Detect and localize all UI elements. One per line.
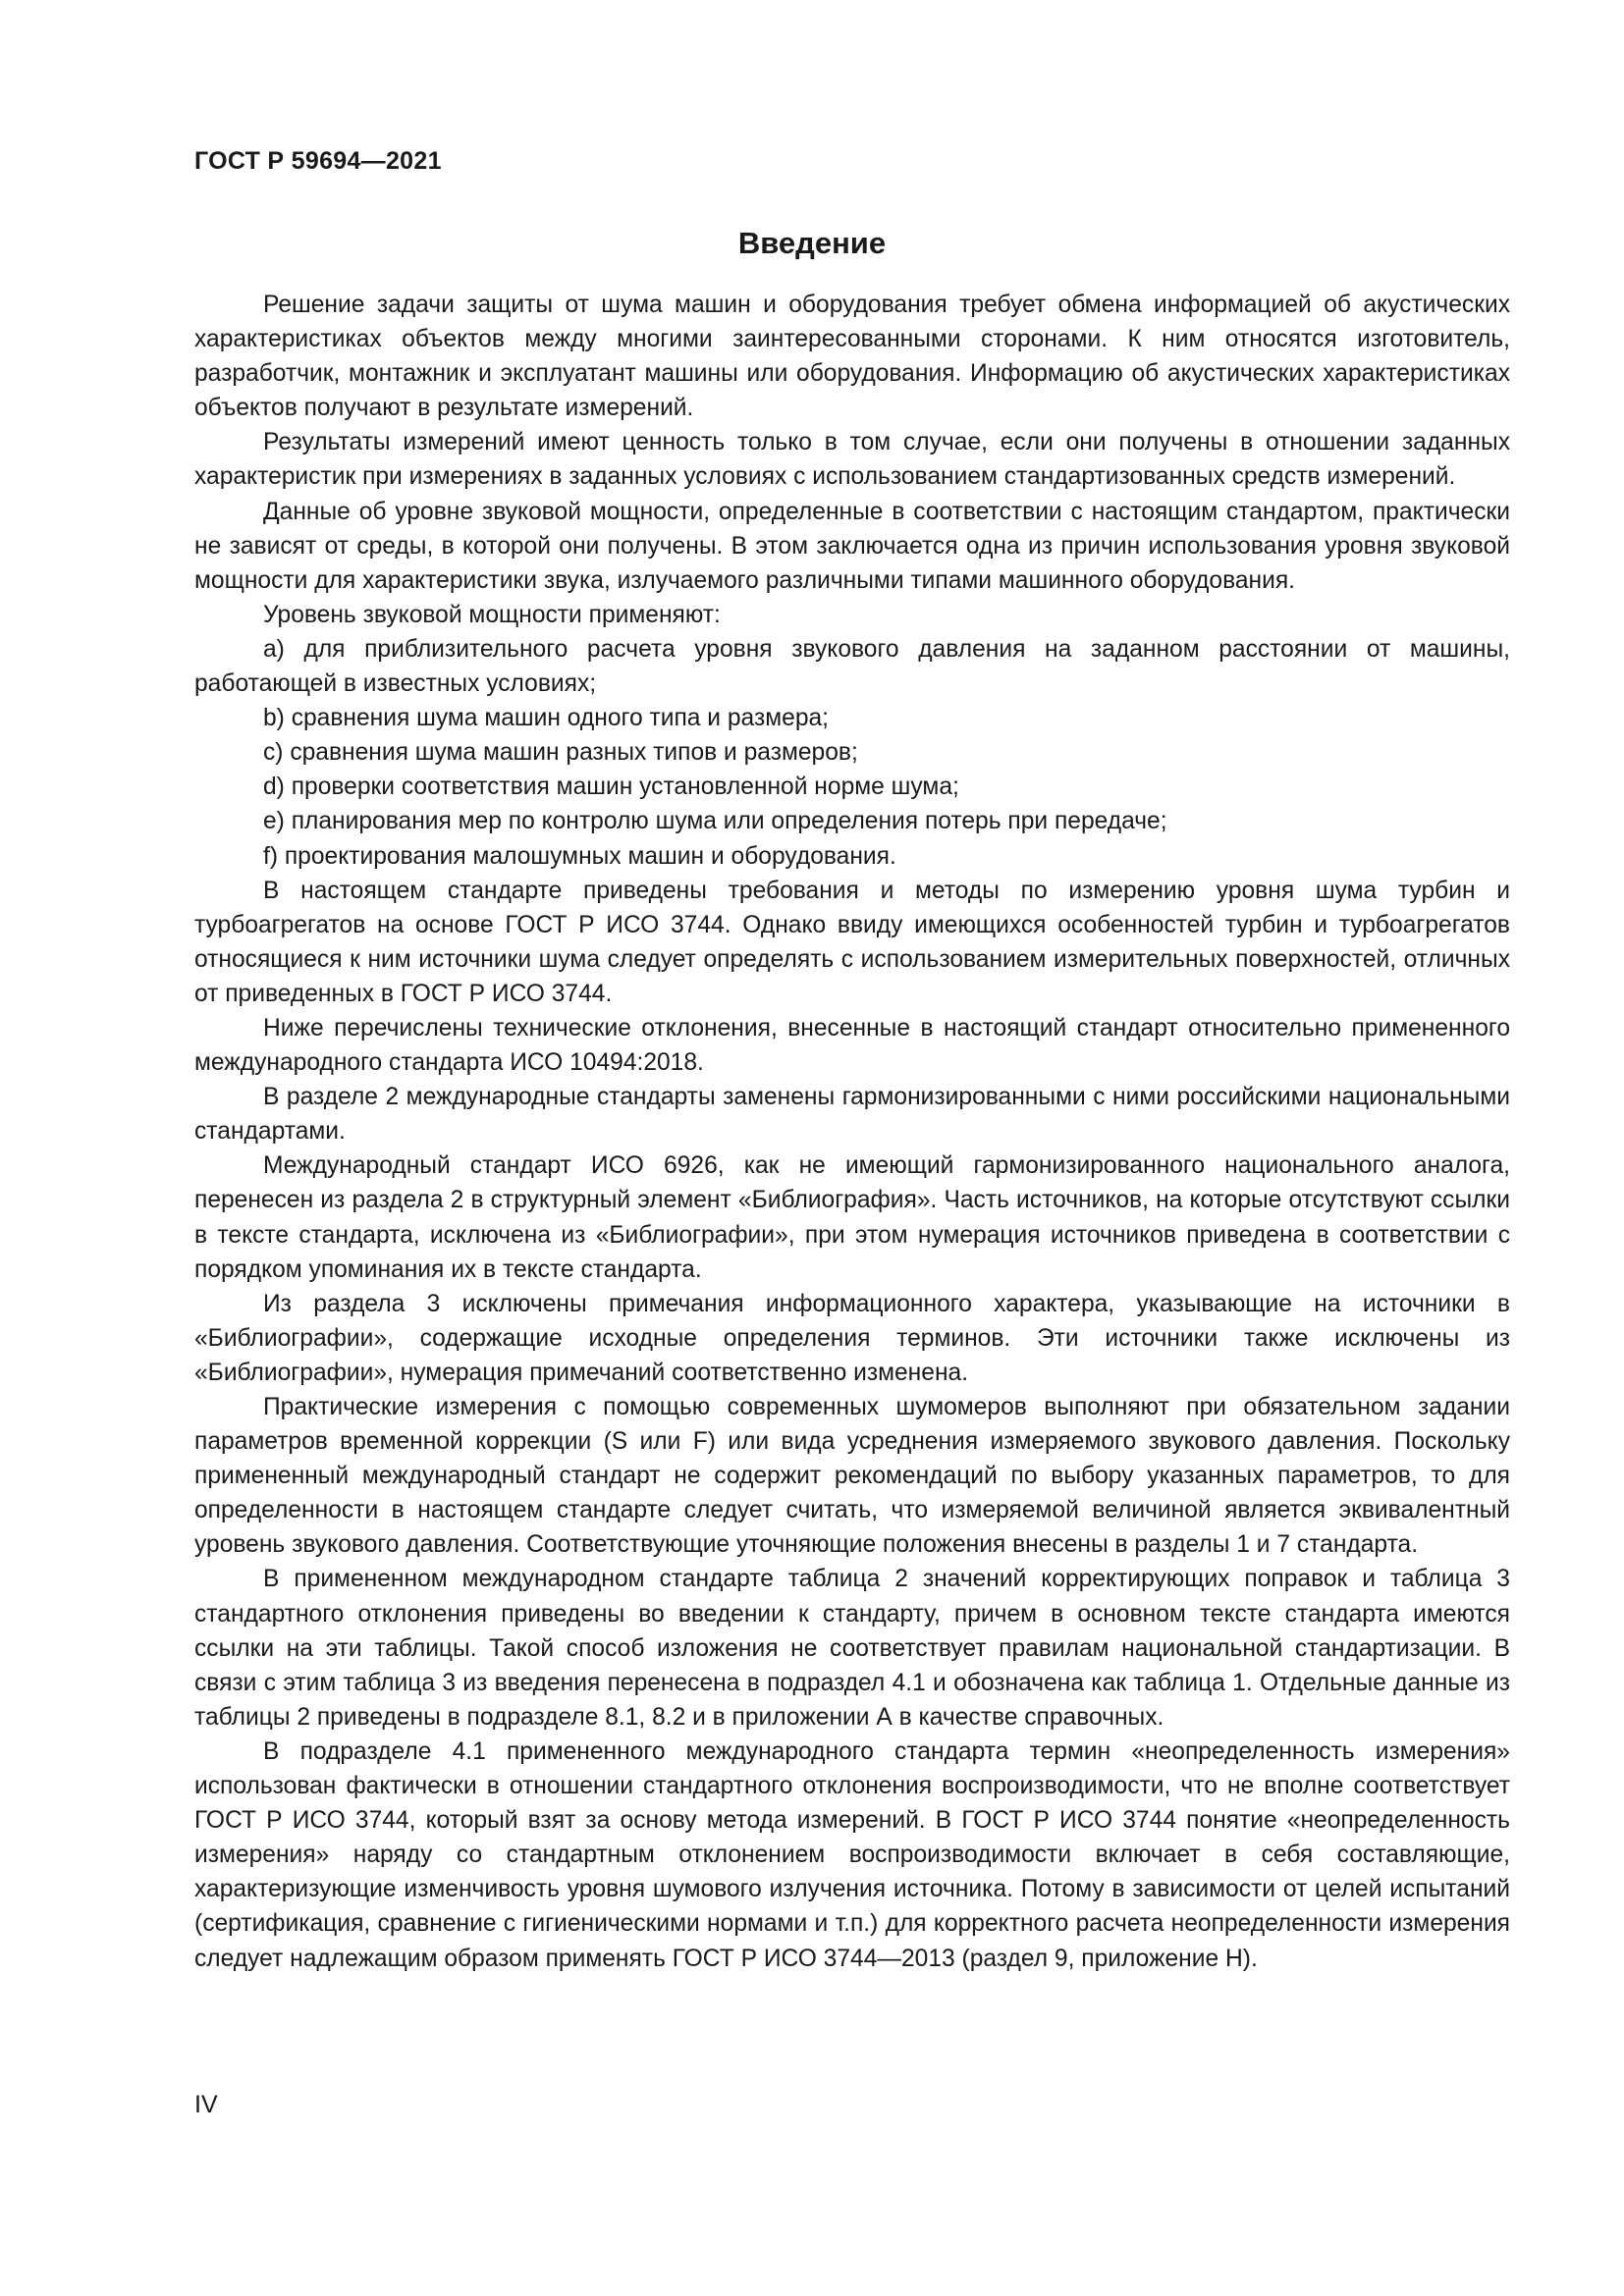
section-title: Введение: [737, 226, 887, 260]
paragraph: В подразделе 4.1 примененного международного стандарта термин «неопределенность измерения» использован фактически в отношении стандартного отклонения воспроизводимости, что не вполне соответствует ГОСТ Р ИСО 3744, который взят за основу метода измерений. В ГОСТ Р ИСО 3744 понятие «неопределенность измерения» наряду со стандартным отклонением воспроизводимости включает в себя составляющие, характеризующие изменчивость уровня шумового излучения источника. Потому в зависимости от целей испытаний (сертификация, сравнение с гигиеническими нормами и т.п.) для корректного расчета неопределенности измерения следует надлежащим образом применять ГОСТ Р ИСО 3744—2013 (раздел 9, приложение Н).: [194, 1737, 1510, 1972]
standard-code-header: ГОСТ Р 59694—2021: [194, 147, 442, 175]
list-item: d) проверки соответствия машин установленной норме шума;: [263, 774, 959, 801]
body-text: [194, 288, 1510, 1976]
paragraph: Уровень звуковой мощности применяют:: [263, 601, 721, 628]
paragraph: В разделе 2 международные стандарты заменены гармонизированными с ними российскими национальными стандартами.: [194, 1084, 1510, 1146]
paragraph: Международный стандарт ИСО 6926, как не имеющий гармонизированного национального аналога, перенесен из раздела 2 в структурный элемент «Библиография». Часть источников, на которые отсутствуют ссылки в тексте стандарта, исключена из «Библиографии», при этом нумерация источников приведена в соответствии с порядком упоминания их в тексте стандарта.: [194, 1152, 1510, 1283]
list-item: e) планирования мер по контролю шума или определения потерь при передаче;: [263, 808, 1167, 835]
page-number: IV: [194, 2091, 218, 2118]
paragraph: Практические измерения с помощью современных шумомеров выполняют при обязательном задании параметров временной коррекции (S или F) или вида усреднения измеряемого звукового давления. Поскольку примененный международный стандарт не содержит рекомендаций по выбору указанных параметров, то для определенности в настоящем стандарте следует считать, что измеряемой величиной является эквивалентный уровень звукового давления. Соответствующие уточняющие положения внесены в разделы 1 и 7 стандарта.: [194, 1394, 1510, 1559]
paragraph: В настоящем стандарте приведены требования и методы по измерению уровня шума турбин и турбоагрегатов на основе ГОСТ Р ИСО 3744. Однако ввиду имеющихся особенностей турбин и турбоагрегатов относящиеся к ним источники шума следует определять с использованием измерительных поверхностей, отличных от приведенных в ГОСТ Р ИСО 3744.: [194, 877, 1510, 1007]
paragraph: Из раздела 3 исключены примечания информационного характера, указывающие на источники в «Библиографии», содержащие исходные определения терминов. Эти источники также исключены из «Библиографии», нумерация примечаний соответственно изменена.: [194, 1290, 1510, 1386]
paragraph: Результаты измерений имеют ценность только в том случае, если они получены в отношении заданных характеристик при измерениях в заданных условиях с использованием стандартизованных средств измерений.: [194, 429, 1510, 491]
list-item: a) для приблизительного расчета уровня звукового давления на заданном расстоянии от машины, работающей в известных условиях;: [194, 635, 1510, 698]
paragraph: Ниже перечислены технические отклонения, внесенные в настоящий стандарт относительно примененного международного стандарта ИСО 10494:2018.: [194, 1014, 1510, 1077]
paragraph: Решение задачи защиты от шума машин и оборудования требует обмена информацией об акустических характеристиках объектов между многими заинтересованными сторонами. К ним относятся изготовитель, разработчик, монтажник и эксплуатант машины или оборудования. Информацию об акустических характеристиках объектов получают в результате измерений.: [194, 292, 1510, 422]
list-item: b) сравнения шума машин одного типа и размера;: [263, 705, 830, 732]
paragraph: Данные об уровне звуковой мощности, определенные в соответствии с настоящим стандартом, практически не зависят от среды, в которой они получены. В этом заключается одна из причин использования уровня звуковой мощности для характеристики звука, излучаемого различными типами машинного оборудования.: [194, 498, 1510, 594]
list-item: c) сравнения шума машин разных типов и размеров;: [263, 739, 858, 767]
list-item: f) проектирования малошумных машин и оборудования.: [263, 842, 896, 870]
paragraph: В примененном международном стандарте таблица 2 значений корректирующих поправок и таблица 3 стандартного отклонения приведены во введении к стандарту, причем в основном тексте стандарта имеются ссылки на эти таблицы. Такой способ изложения не соответствует правилам национальной стандартизации. В связи с этим таблица 3 из введения перенесена в подраздел 4.1 и обозначена как таблица 1. Отдельные данные из таблицы 2 приведены в подразделе 8.1, 8.2 и в приложении А в качестве справочных.: [194, 1566, 1510, 1731]
